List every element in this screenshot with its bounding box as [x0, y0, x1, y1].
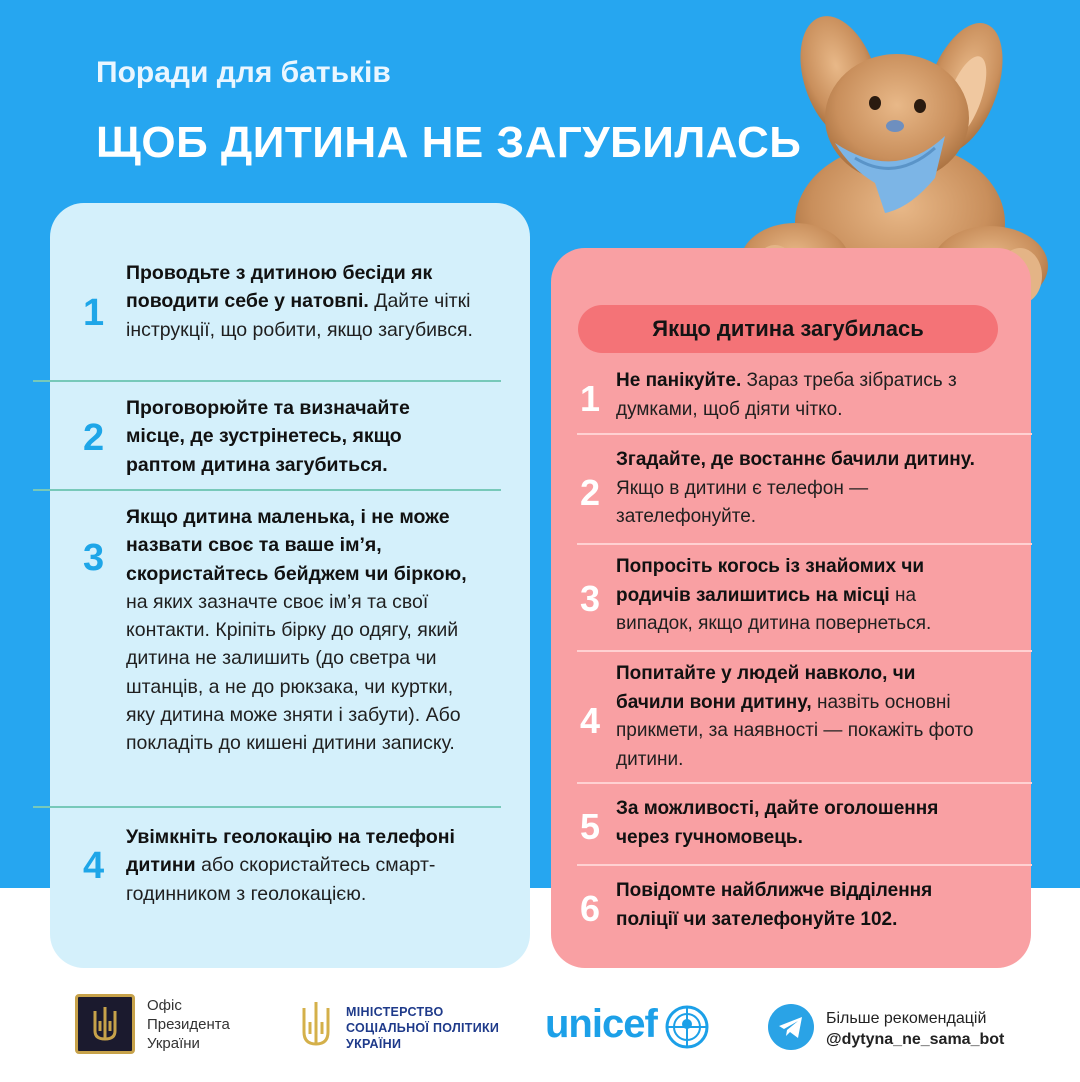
step-number: 1	[580, 378, 601, 419]
lost-child-heading: Якщо дитина загубилась	[578, 305, 998, 353]
step-bold: Попитайте у людей навколо, чи бачили вони дитину,	[616, 663, 916, 713]
op-line: Президента	[147, 1016, 230, 1033]
office-of-president-logo	[75, 994, 135, 1054]
step-text	[616, 553, 991, 639]
step-bold: Не панікуйте.	[616, 370, 742, 391]
trident-icon	[78, 997, 132, 1051]
tip-rest: або скористайтесь смарт-годинником з геолокацією.	[126, 854, 436, 905]
tip-number: 2	[83, 417, 105, 459]
page-title: ЩОБ ДИТИНА НЕ ЗАГУБИЛАСЬ	[96, 118, 802, 167]
tip-number: 1	[83, 292, 105, 334]
step-rest: на випадок, якщо дитина повернеться.	[616, 584, 932, 634]
tip-number: 4	[83, 845, 105, 887]
tip-bold: Проговорюйте та визначайте місце, де зустрінетесь, якщо раптом дитина загубиться.	[126, 397, 410, 476]
telegram-icon[interactable]	[768, 1004, 814, 1050]
unicef-globe-icon	[664, 1004, 710, 1050]
step-text	[616, 877, 996, 934]
telegram-handle[interactable]: @dytyna_ne_sama_bot	[826, 1031, 1005, 1048]
divider	[577, 650, 1032, 652]
tip-number: 3	[83, 537, 105, 579]
divider	[577, 433, 1032, 435]
step-bold: Згадайте, де востаннє бачили дитину.	[616, 449, 975, 470]
ministry-emblem-icon	[294, 996, 338, 1054]
telegram-bot-text[interactable]	[826, 1008, 1004, 1050]
tip-text	[126, 503, 482, 758]
step-number: 6	[580, 888, 601, 929]
step-text	[616, 446, 1001, 532]
tip-bold: Проводьте з дитиною бесіди як поводити себе у натовпі.	[126, 262, 433, 313]
divider	[577, 864, 1032, 866]
tip-rest: Дайте чіткі інструкції, що робити, якщо загубився.	[126, 290, 473, 341]
step-rest: Якщо в дитини є телефон — зателефонуйте.	[616, 477, 869, 527]
tip-text	[126, 823, 496, 908]
tip-rest: на яких зазначте своє ім’я та свої контакти. Кріпіть бірку до одягу, який дитина не залишить (до светра чи штанців, а не до рюкзака, чи куртки, яку дитина може зняти і забути). Або покладіть до кишені дитини записку.	[126, 590, 461, 755]
tip-text	[126, 394, 466, 479]
ministry-line: УКРАЇНИ	[346, 1037, 402, 1051]
step-text	[616, 660, 986, 774]
op-line: України	[147, 1035, 200, 1052]
step-number: 5	[580, 806, 601, 847]
ministry-text	[346, 1004, 499, 1052]
tip-bold: Увімкніть геолокацію на телефоні дитини	[126, 826, 455, 877]
divider	[577, 543, 1032, 545]
step-text	[616, 367, 1011, 424]
divider	[33, 380, 501, 382]
ministry-line: СОЦІАЛЬНОЇ ПОЛІТИКИ	[346, 1021, 500, 1035]
step-number: 2	[580, 472, 601, 513]
step-bold: За можливості, дайте оголошення через гучномовець.	[616, 798, 939, 848]
step-rest: назвіть основні прикмети, за наявності — покажіть фото дитини.	[616, 691, 974, 770]
unicef-logo-text: unicef	[545, 1002, 657, 1046]
step-bold: Попросіть когось із знайомих чи родичів залишитись на місці	[616, 556, 925, 606]
tip-text	[126, 259, 496, 344]
telegram-caption: Більше рекомендацій	[826, 1010, 987, 1027]
tip-bold: Якщо дитина маленька, і не може назвати своє та ваше ім’я, скористайтесь бейджем чи біркою,	[126, 506, 467, 585]
ministry-line: МІНІСТЕРСТВО	[346, 1005, 444, 1019]
divider	[33, 489, 501, 491]
step-bold: Повідомте найближче відділення поліції чи зателефонуйте 102.	[616, 880, 933, 930]
divider	[33, 806, 501, 808]
step-number: 4	[580, 700, 601, 741]
page-subtitle: Поради для батьків	[96, 56, 391, 89]
step-rest: Зараз треба зібратись з думками, щоб діяти чітко.	[616, 370, 957, 420]
op-line: Офіс	[147, 997, 182, 1014]
step-number: 3	[580, 578, 601, 619]
step-text	[616, 795, 996, 852]
divider	[577, 782, 1032, 784]
office-of-president-text	[147, 996, 230, 1053]
